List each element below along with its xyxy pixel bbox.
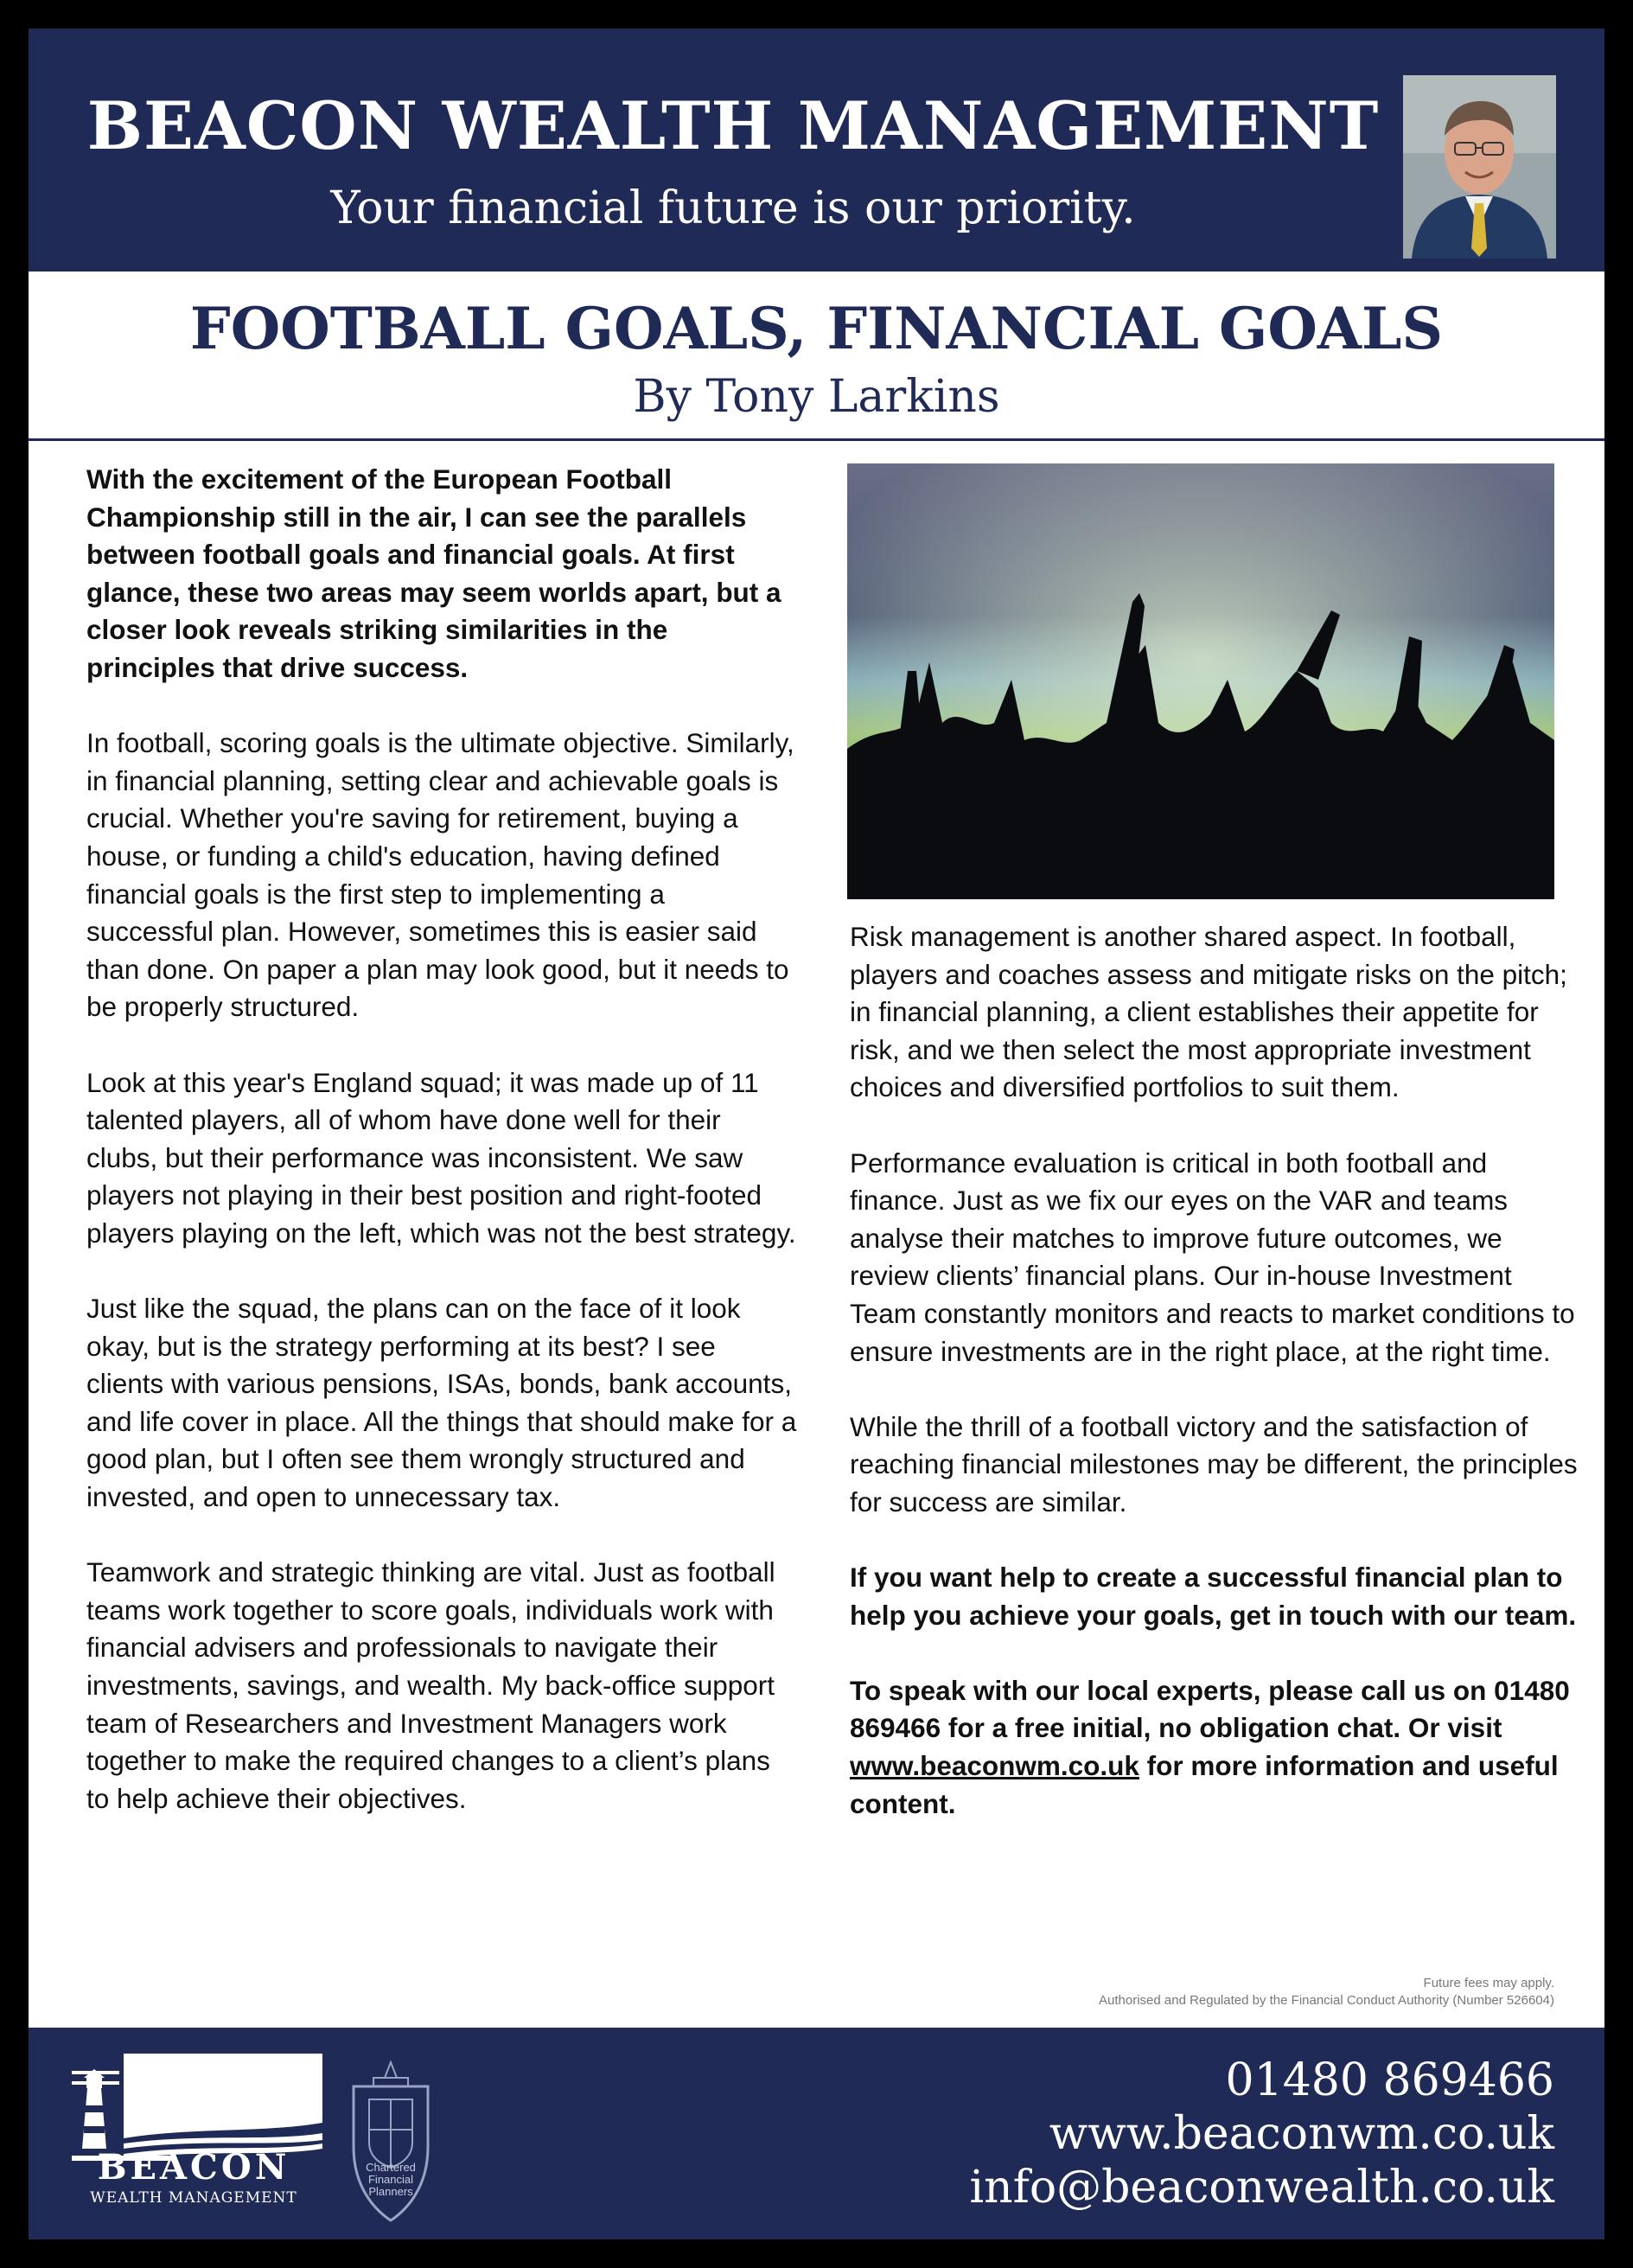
author-portrait (1403, 75, 1556, 259)
paragraph-risk: Risk management is another shared aspect. In football, players and coaches assess and mitigate risks on the pitch; in financial planning, a client establishes their appetite for risk, and we then select the most appropriate investment choices and diversified portfolios to suit them. (850, 921, 1567, 1103)
footer-banner (29, 2028, 1604, 2239)
paragraph-teamwork: Teamwork and strategic thinking are vital. Just as football teams work together to score goals, individuals work with financial advisers and professionals to navigate their investments, savings, and wealth. My back-office support team of Researchers and Investment Managers work together to make the required changes to a client’s plans to help achieve their objectives. (86, 1556, 775, 1814)
paragraph-conclusion: While the thrill of a football victory and the satisfaction of reaching financial milestones may be different, the principles for success are similar. (850, 1410, 1578, 1517)
intro-paragraph: With the excitement of the European Football Championship still in the air, I can see the parallels between football goals and financial goals. At first glance, these two areas may seem worlds apart, but a closer look reveals striking similarities in the principles that drive success. (86, 463, 781, 683)
right-column (850, 918, 1580, 1861)
crest-line-planners: Planners (368, 2185, 413, 2198)
paragraph-goals: In football, scoring goals is the ultimate objective. Similarly, in financial planning, setting clear and achievable goals is crucial. Whether you're saving for retirement, buying a house, or funding a child's education, having defined financial goals is the first step to implementing a successful plan. However, sometimes this is easier said than done. On paper a plan may look good, but it needs to be properly structured. (86, 727, 794, 1023)
disclaimer-fca: Authorised and Regulated by the Financial Conduct Authority (Number 526604) (1099, 1993, 1554, 2008)
footer-phone[interactable]: 01480 869466 (1225, 2054, 1554, 2106)
brand-title: BEACON WEALTH MANAGEMENT (86, 87, 1380, 164)
footer-website[interactable]: www.beaconwm.co.uk (1049, 2108, 1554, 2160)
chartered-crest-icon (343, 2060, 438, 2225)
website-link[interactable]: www.beaconwm.co.uk (850, 1750, 1139, 1782)
football-crowd-photo (847, 463, 1554, 899)
article-byline: By Tony Larkins (633, 371, 1000, 423)
contact-paragraph (850, 1672, 1580, 1823)
footer-email[interactable]: info@beaconwealth.co.uk (969, 2162, 1554, 2214)
header-divider (29, 438, 1604, 441)
logo-subtitle: WEALTH MANAGEMENT (90, 2189, 297, 2207)
left-column (86, 461, 798, 1856)
header-banner (29, 29, 1604, 272)
contact-text-pre: To speak with our local experts, please call us on 01480 869466 for a free initial, no obligation chat. Or visit (850, 1674, 1570, 1744)
crest-line-financial: Financial (367, 2173, 414, 2186)
footer-contact (969, 2054, 1554, 2214)
newsletter-page (29, 29, 1604, 2239)
disclaimer-fees: Future fees may apply. (1423, 1976, 1554, 1990)
logo-wordmark: BEACON (97, 2147, 290, 2188)
brand-tagline: Your financial future is our priority. (330, 182, 1136, 234)
paragraph-england-squad: Look at this year's England squad; it was made up of 11 talented players, all of whom have done well for their clubs, but their performance was inconsistent. We saw players not playing in their best position and right-footed players playing on the left, which was not the best strategy. (86, 1066, 796, 1249)
paragraph-strategy: Just like the squad, the plans can on the face of it look okay, but is the strategy performing at its best? I see clients with various pensions, ISAs, bonds, bank accounts, and life cover in place. All the things that should make for a good plan, but I often see them wrongly structured and invested, and open to unnecessary tax. (86, 1293, 797, 1513)
article-title: FOOTBALL GOALS, FINANCIAL GOALS (189, 295, 1444, 362)
call-to-action: If you want help to create a successful financial plan to help you achieve your goals, get in touch with our team. (850, 1562, 1577, 1631)
crest-line-chartered: Chartered (366, 2161, 416, 2174)
contact-text-post: for more information and useful content. (850, 1750, 1559, 1819)
paragraph-performance: Performance evaluation is critical in both football and finance. Just as we fix our eyes on the VAR and teams analyse their matches to improve future outcomes, we review clients’ financial plans. Our in-house Investment Team constantly monitors and reacts to market conditions to ensure investments are in the right place, at the right time. (850, 1147, 1575, 1367)
regulatory-disclaimer (1099, 1975, 1554, 2009)
crest-caption (347, 2162, 435, 2198)
